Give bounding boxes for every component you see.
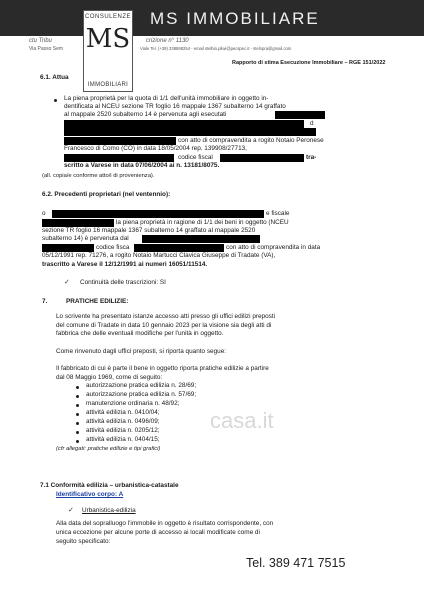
text-line: 05/12/1991 rep. 71276, a rogito Notaio Martucci Clavica Giuseppe di Tradate (VA), — [42, 252, 276, 259]
logo-mark: MS — [85, 24, 131, 54]
text-line: fabbrica che delle eventuali modifiche per l'unità in oggetto. — [56, 330, 224, 337]
redaction — [64, 128, 316, 136]
text-line: codice fiscal — [178, 154, 213, 161]
section-7-number: 7. — [42, 298, 48, 305]
section-7-1-title: 7.1 Conformità edilizia – urbanistica-catastale — [40, 482, 179, 489]
list-item: manutenzione ordinaria n. 48/92; — [86, 400, 180, 407]
report-reference: Rapporto di stima Esecuzione Immobiliare – RGE 151/2022 — [232, 60, 386, 66]
continuity-text: Continuità delle trascrizioni: SI — [80, 279, 166, 286]
list-item: attività edilizia n. 0496/09; — [86, 418, 160, 425]
text-line: Come rinvenuto dagli uffici preposti, si riporta quanto segue: — [56, 348, 227, 355]
text-line: la piena proprietà in ragione di 1/1 dei beni in oggetto (NCEU — [116, 219, 289, 226]
text-line: subalterno 14) è pervenuta dal — [42, 235, 129, 242]
text-line: del comune di Tradate in data 10 gennaio 2023 per la visione sia degli atti di — [56, 322, 272, 329]
text-line: con atto di compravendita a rogito Notaio Peronese — [178, 137, 324, 144]
redaction — [142, 235, 260, 243]
redaction — [64, 137, 176, 145]
bullet-dot — [76, 386, 79, 389]
bullet-dot — [54, 99, 57, 102]
logo-bottom-text: IMMOBILIARI — [87, 82, 129, 88]
subsection-title: Urbanistica-edilizia — [82, 507, 136, 514]
bullet-dot — [76, 404, 79, 407]
redaction — [64, 120, 304, 128]
text-line: Alla data del sopralluogo l'immobile in oggetto è risultato corrispondente, con — [56, 520, 274, 527]
phone-number: Tel. 389 471 7515 — [246, 556, 346, 570]
text-line: al mappale 2520 subalterno 14 è pervenuta agli esecutati — [64, 111, 227, 118]
body-identifier-link[interactable]: Identificativo corpo: A — [56, 491, 124, 498]
redaction — [52, 210, 264, 218]
header-contact: Viale Tel. (+39) 338888254 - email stelbio.pilwi@pecspec.it - stelnpra@gmail.com — [140, 46, 292, 51]
text-line: seguito specificato: — [56, 538, 111, 545]
bullet-dot — [76, 431, 79, 434]
text-line: e fiscale — [266, 210, 290, 217]
header-right-1: crizione n° 1130 — [146, 38, 189, 44]
text-line: con atto di compravendita in data — [226, 244, 321, 251]
redaction — [64, 154, 174, 162]
header-left-1: ctu Tribu — [29, 38, 52, 44]
redaction — [275, 111, 325, 119]
bullet-dot — [76, 422, 79, 425]
text-line: sezione TR foglio 16 mappale 1367 subalterno 14 graffato al mappale 2520 — [42, 227, 256, 234]
text-line: (all. copia/e conforme atto/i di provenienza). — [42, 173, 155, 179]
section-6-2-title: 6.2. Precedenti proprietari (nel ventennio): — [42, 191, 171, 198]
section-7-title: PRATICHE EDILIZIE: — [66, 298, 129, 305]
text-line: codice fisca — [96, 244, 130, 251]
company-logo — [83, 10, 133, 92]
redaction — [42, 244, 94, 252]
redaction — [220, 154, 304, 162]
attachments-note: (cfr allegati: pratiche edilizie e tipi grafici) — [56, 446, 161, 452]
section-6-1-title: 6.1. Attua — [40, 74, 69, 81]
redaction — [42, 219, 114, 227]
checkmark-icon: ✓ — [64, 279, 70, 286]
redaction — [134, 244, 224, 252]
logo-top-text: CONSULENZE — [84, 14, 131, 20]
checkmark-icon: ✓ — [68, 507, 74, 514]
list-item: attività edilizia n. 0410/04; — [86, 409, 160, 416]
bullet-dot — [76, 413, 79, 416]
text-line: Il fabbricato di cui è parte il bene in oggetto riporta pratiche edilizie a partire — [56, 365, 269, 372]
list-item: autorizzazione pratica edilizia n. 57/69; — [86, 391, 197, 398]
header-left-2: Via Passo Sem — [29, 46, 64, 52]
text-line: trascritto a Varese il 12/12/1991 ai numeri 16051/11514. — [42, 261, 208, 268]
bullet-dot — [76, 440, 79, 443]
watermark: casa.it — [210, 408, 274, 433]
text-line: La piena proprietà per la quota di 1/1 dell'unità immobiliare in oggetto in- — [64, 95, 269, 102]
text-line: dal 08 Maggio 1969, come di seguito: — [56, 374, 163, 381]
brand-title: MS IMMOBILIARE — [150, 9, 320, 28]
text-line: dentificata al NCEU sezione TR foglio 16 mappale 1367 subalterno 14 graffato — [64, 103, 286, 110]
text-line: scritto a Varese in data 07/06/2004 ai n. 13181/8075. — [64, 162, 220, 169]
list-item: autorizzazione pratica edilizia n. 28/69; — [86, 382, 197, 389]
text-line: tra- — [306, 154, 317, 161]
bullet-dot — [76, 395, 79, 398]
text-line: Francesco di Como (CO) in data 18/05/2004 rep. 139908/27713, — [64, 145, 247, 152]
text-line: unica eccezione per alcune porte di accesso ai locali modificate come di — [56, 529, 260, 536]
text-line: d — [310, 120, 314, 127]
text-line: o — [42, 210, 46, 217]
list-item: attività edilizia n. 0205/12; — [86, 427, 160, 434]
list-item: attività edilizia n. 0404/15; — [86, 436, 160, 443]
text-line: Lo scrivente ha presentato istanze accesso atti presso gli uffici edilizi preposti — [56, 313, 276, 320]
